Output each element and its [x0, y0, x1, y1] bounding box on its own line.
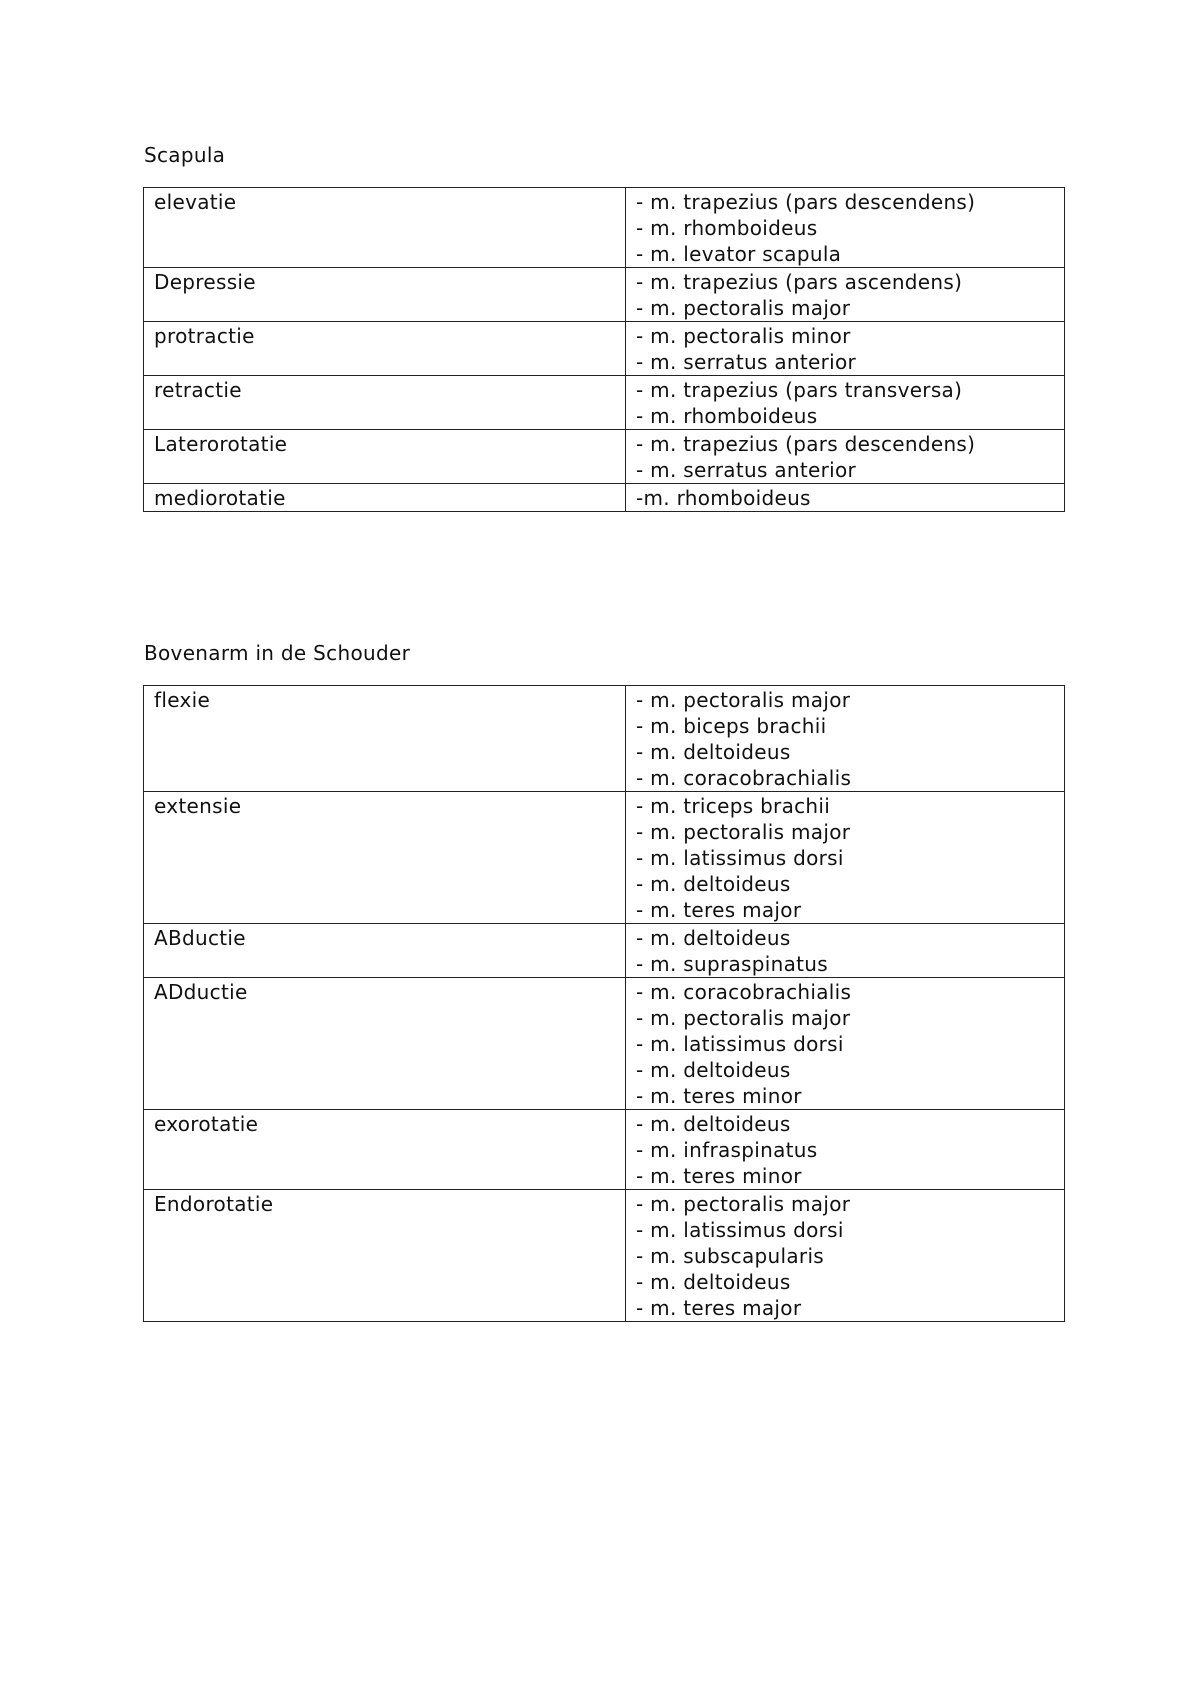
muscle-line: -m. rhomboideus [636, 486, 811, 510]
muscle-line: - m. infraspinatus [636, 1138, 818, 1162]
muscle-line: - m. levator scapula [636, 242, 842, 266]
movement-cell: protractie [144, 322, 626, 376]
movement-cell: ABductie [144, 924, 626, 978]
muscles-cell [626, 686, 1065, 792]
muscles-cell [626, 376, 1065, 430]
table-row [144, 792, 1065, 924]
movement-cell: mediorotatie [144, 484, 626, 512]
table-row [144, 188, 1065, 268]
muscle-line: - m. pectoralis minor [636, 324, 851, 348]
scapula-table-body [144, 188, 1065, 512]
muscle-line: - m. teres major [636, 898, 802, 922]
muscle-line: - m. latissimus dorsi [636, 846, 844, 870]
bovenarm-table-body [144, 686, 1065, 1322]
table-row [144, 484, 1065, 512]
muscles-cell [626, 1190, 1065, 1322]
muscle-line: - m. pectoralis major [636, 820, 851, 844]
muscle-line: - m. pectoralis major [636, 688, 851, 712]
table-row [144, 430, 1065, 484]
muscle-line: - m. deltoideus [636, 872, 791, 896]
muscles-cell [626, 484, 1065, 512]
muscle-line: - m. deltoideus [636, 1058, 791, 1082]
muscles-cell [626, 430, 1065, 484]
muscle-line: - m. deltoideus [636, 740, 791, 764]
bovenarm-table [143, 685, 1065, 1322]
muscle-line: - m. deltoideus [636, 1112, 791, 1136]
muscle-line: - m. serratus anterior [636, 350, 857, 374]
table-row [144, 1110, 1065, 1190]
muscles-cell [626, 924, 1065, 978]
muscle-line: - m. latissimus dorsi [636, 1218, 844, 1242]
movement-cell: ADductie [144, 978, 626, 1110]
muscle-line: - m. pectoralis major [636, 296, 851, 320]
section-title-scapula: Scapula [144, 143, 226, 167]
muscles-cell [626, 268, 1065, 322]
movement-cell: exorotatie [144, 1110, 626, 1190]
movement-cell: Endorotatie [144, 1190, 626, 1322]
movement-cell: retractie [144, 376, 626, 430]
section-title-bovenarm: Bovenarm in de Schouder [144, 641, 411, 665]
muscle-line: - m. rhomboideus [636, 216, 818, 240]
muscle-line: - m. latissimus dorsi [636, 1032, 844, 1056]
muscle-line: - m. rhomboideus [636, 404, 818, 428]
muscle-line: - m. trapezius (pars descendens) [636, 190, 976, 214]
muscles-cell [626, 322, 1065, 376]
muscle-line: - m. coracobrachialis [636, 766, 852, 790]
table-row [144, 1190, 1065, 1322]
table-row [144, 924, 1065, 978]
movement-cell: extensie [144, 792, 626, 924]
muscles-cell [626, 978, 1065, 1110]
movement-cell: Depressie [144, 268, 626, 322]
muscle-line: - m. teres minor [636, 1164, 802, 1188]
muscle-line: - m. teres major [636, 1296, 802, 1320]
muscle-line: - m. pectoralis major [636, 1192, 851, 1216]
muscle-line: - m. serratus anterior [636, 458, 857, 482]
muscle-line: - m. pectoralis major [636, 1006, 851, 1030]
movement-cell: Laterorotatie [144, 430, 626, 484]
table-row [144, 268, 1065, 322]
muscle-line: - m. triceps brachii [636, 794, 831, 818]
scapula-table [143, 187, 1065, 512]
muscle-line: - m. deltoideus [636, 1270, 791, 1294]
muscle-line: - m. subscapularis [636, 1244, 825, 1268]
table-row [144, 376, 1065, 430]
movement-cell: elevatie [144, 188, 626, 268]
table-row [144, 322, 1065, 376]
movement-cell: flexie [144, 686, 626, 792]
muscles-cell [626, 188, 1065, 268]
muscle-line: - m. supraspinatus [636, 952, 828, 976]
muscle-line: - m. coracobrachialis [636, 980, 852, 1004]
muscle-line: - m. teres minor [636, 1084, 802, 1108]
muscle-line: - m. biceps brachii [636, 714, 827, 738]
muscle-line: - m. deltoideus [636, 926, 791, 950]
muscles-cell [626, 792, 1065, 924]
muscles-cell [626, 1110, 1065, 1190]
table-row [144, 686, 1065, 792]
muscle-line: - m. trapezius (pars descendens) [636, 432, 976, 456]
muscle-line: - m. trapezius (pars transversa) [636, 378, 963, 402]
muscle-line: - m. trapezius (pars ascendens) [636, 270, 963, 294]
table-row [144, 978, 1065, 1110]
